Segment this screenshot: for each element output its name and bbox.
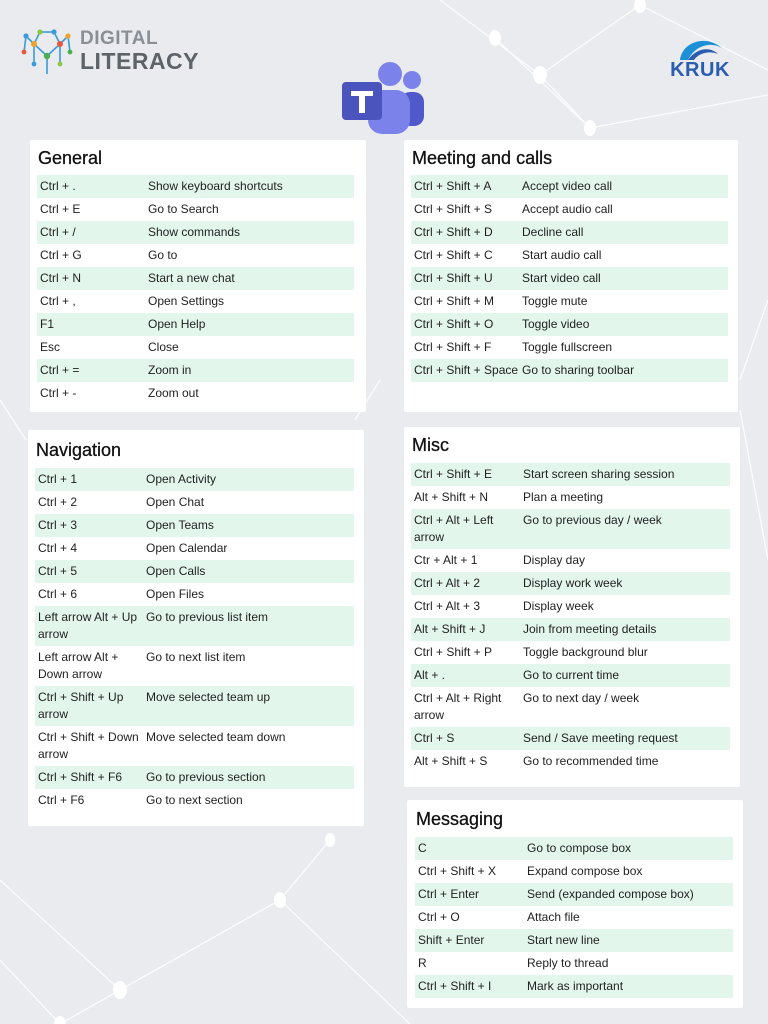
- shortcut-row: [37, 290, 354, 313]
- shortcut-keys: Ctrl + 3: [38, 518, 78, 532]
- shortcut-keys: Alt + Shift + S: [414, 754, 488, 768]
- shortcut-row: [37, 359, 354, 382]
- shortcut-keys: Ctrl + Shift + D: [414, 225, 493, 239]
- shortcut-description: Toggle fullscreen: [522, 340, 613, 354]
- shortcut-row: [411, 509, 730, 549]
- shortcut-row: [411, 595, 730, 618]
- tree-network-icon: [20, 26, 74, 76]
- shortcut-row: [37, 336, 354, 359]
- shortcut-keys: Ctrl + G: [40, 248, 82, 262]
- shortcut-keys: Ctrl + Shift + Down arrow: [38, 730, 139, 761]
- shortcut-description: Go to compose box: [527, 841, 632, 855]
- shortcut-description: Send / Save meeting request: [523, 731, 678, 745]
- shortcut-keys: Ctrl + Enter: [418, 887, 480, 901]
- shortcut-keys: Ctrl + S: [414, 731, 455, 745]
- shortcut-row: [35, 583, 354, 606]
- shortcut-row: [411, 664, 730, 687]
- shortcut-row: [411, 244, 728, 267]
- shortcut-description: Plan a meeting: [523, 490, 604, 504]
- shortcut-description: Go to previous section: [146, 770, 266, 784]
- shortcut-row: [35, 789, 354, 812]
- shortcut-description: Go to previous list item: [146, 610, 269, 624]
- shortcut-keys: Ctrl + ,: [40, 294, 76, 308]
- shortcut-keys: Ctrl + Alt + 2: [414, 576, 481, 590]
- shortcut-keys: Ctrl + Shift + Space: [414, 363, 519, 377]
- shortcut-keys: Ctrl + /: [40, 225, 76, 239]
- shortcut-row: [411, 313, 728, 336]
- shortcut-row: [35, 468, 354, 491]
- shortcut-description: Go to current time: [523, 668, 620, 682]
- shortcut-description: Open Files: [146, 587, 205, 601]
- shortcut-row: [35, 514, 354, 537]
- shortcut-keys: Ctrl + Shift + U: [414, 271, 493, 285]
- shortcut-description: Go to sharing toolbar: [522, 363, 635, 377]
- shortcut-row: [411, 750, 730, 773]
- shortcut-keys: Ctrl + Shift + F6: [38, 770, 123, 784]
- shortcut-description: Zoom out: [148, 386, 199, 400]
- shortcut-description: Open Activity: [146, 472, 217, 486]
- shortcut-description: Start new line: [527, 933, 600, 947]
- shortcut-row: [37, 313, 354, 336]
- shortcut-row: [411, 641, 730, 664]
- shortcut-description: Accept audio call: [522, 202, 613, 216]
- shortcut-description: Reply to thread: [527, 956, 609, 970]
- shortcut-row: [415, 975, 733, 998]
- section-title-general: General: [38, 148, 103, 168]
- shortcut-keys: Alt + Shift + J: [414, 622, 486, 636]
- shortcut-keys: Alt + Shift + N: [414, 490, 489, 504]
- shortcut-row: [411, 727, 730, 750]
- shortcut-row: [415, 860, 733, 883]
- shortcut-row: [35, 726, 354, 766]
- shortcut-description: Go to next day / week: [523, 691, 640, 705]
- shortcut-description: Send (expanded compose box): [527, 887, 694, 901]
- shortcut-list-misc: [411, 463, 730, 773]
- shortcut-description: Accept video call: [522, 179, 613, 193]
- shortcut-description: Open Chat: [146, 495, 205, 509]
- shortcut-keys: Ctrl + Shift + X: [418, 864, 497, 878]
- shortcut-row: [415, 883, 733, 906]
- shortcut-keys: Ctr + Alt + 1: [414, 553, 478, 567]
- shortcut-keys: Ctrl + N: [40, 271, 82, 285]
- shortcut-row: [411, 618, 730, 641]
- shortcut-row: [411, 359, 728, 382]
- shortcut-row: [37, 244, 354, 267]
- digital-literacy-logo: [20, 26, 199, 76]
- shortcut-row: [411, 198, 728, 221]
- shortcut-row: [35, 491, 354, 514]
- shortcut-row: [411, 486, 730, 509]
- shortcut-description: Go to previous day / week: [523, 513, 662, 527]
- shortcut-keys: C: [418, 841, 427, 855]
- shortcut-keys: Ctrl + Shift + S: [414, 202, 493, 216]
- shortcut-keys: F1: [40, 317, 55, 331]
- logo-line-literacy: LITERACY: [80, 48, 199, 74]
- shortcut-keys: Ctrl + Alt + 3: [414, 599, 481, 613]
- shortcut-keys: R: [418, 956, 427, 970]
- shortcut-description: Go to Search: [148, 202, 219, 216]
- shortcut-keys: Ctrl + Shift + M: [414, 294, 495, 308]
- shortcut-row: [35, 537, 354, 560]
- shortcut-keys: Ctrl + 6: [38, 587, 78, 601]
- shortcut-description: Show commands: [148, 225, 241, 239]
- shortcut-description: Move selected team up: [146, 690, 271, 704]
- shortcut-description: Toggle mute: [522, 294, 588, 308]
- shortcut-description: Toggle video: [522, 317, 590, 331]
- shortcut-row: [411, 687, 730, 727]
- shortcut-keys: Ctrl + Shift + C: [414, 248, 493, 262]
- shortcut-list-messaging: [415, 837, 733, 998]
- shortcut-row: [411, 267, 728, 290]
- shortcut-row: [415, 837, 733, 860]
- shortcut-keys: Ctrl + Shift + Up arrow: [38, 690, 124, 721]
- shortcut-description: Show keyboard shortcuts: [148, 179, 283, 193]
- shortcut-keys: Ctrl + =: [40, 363, 80, 377]
- shortcut-row: [411, 572, 730, 595]
- shortcut-description: Zoom in: [148, 363, 192, 377]
- shortcut-description: Display work week: [523, 576, 623, 590]
- shortcut-keys: Ctrl + O: [418, 910, 460, 924]
- shortcut-description: Go to next section: [146, 793, 243, 807]
- shortcut-description: Start audio call: [522, 248, 602, 262]
- section-title-meeting: Meeting and calls: [412, 148, 553, 168]
- panel-navigation: [28, 430, 364, 826]
- shortcut-row: [35, 686, 354, 726]
- shortcut-keys: Ctrl + Shift + I: [418, 979, 492, 993]
- panel-general: [30, 140, 366, 412]
- shortcut-description: Go to next list item: [146, 650, 246, 664]
- shortcut-keys: Ctrl + Shift + A: [414, 179, 492, 193]
- shortcut-description: Open Calendar: [146, 541, 228, 555]
- shortcut-description: Join from meeting details: [523, 622, 657, 636]
- shortcut-row: [415, 929, 733, 952]
- shortcut-keys: Left arrow Alt + Up arrow: [38, 610, 138, 641]
- section-title-messaging: Messaging: [416, 809, 504, 829]
- shortcut-row: [415, 952, 733, 975]
- shortcut-description: Start video call: [522, 271, 601, 285]
- shortcut-keys: Left arrow Alt + Down arrow: [38, 650, 119, 681]
- shortcut-description: Go to recommended time: [523, 754, 659, 768]
- shortcut-description: Mark as important: [527, 979, 624, 993]
- shortcut-row: [415, 906, 733, 929]
- shortcut-description: Move selected team down: [146, 730, 286, 744]
- shortcut-keys: Esc: [40, 340, 61, 354]
- shortcut-row: [37, 221, 354, 244]
- shortcut-row: [411, 336, 728, 359]
- shortcut-row: [35, 560, 354, 583]
- shortcut-row: [37, 267, 354, 290]
- shortcut-keys: Ctrl + E: [40, 202, 81, 216]
- shortcut-description: Close: [148, 340, 179, 354]
- shortcut-row: [411, 175, 728, 198]
- shortcut-description: Attach file: [527, 910, 580, 924]
- shortcut-description: Start screen sharing session: [523, 467, 675, 481]
- shortcut-list-general: [37, 175, 354, 405]
- shortcut-row: [37, 382, 354, 405]
- shortcut-row: [35, 766, 354, 789]
- shortcut-description: Toggle background blur: [523, 645, 648, 659]
- panel-messaging: [407, 800, 743, 1008]
- panel-misc: [404, 427, 740, 787]
- shortcut-list-meeting: [411, 175, 728, 382]
- shortcut-description: Open Settings: [148, 294, 225, 308]
- shortcut-row: [37, 175, 354, 198]
- logo-line-digital: DIGITAL: [80, 28, 159, 49]
- shortcut-description: Display week: [523, 599, 594, 613]
- section-title-misc: Misc: [412, 435, 449, 455]
- shortcut-row: [411, 549, 730, 572]
- panel-meeting: [404, 140, 738, 412]
- shortcut-row: [35, 606, 354, 646]
- teams-logo-icon: [342, 60, 428, 138]
- shortcut-row: [411, 221, 728, 244]
- shortcut-list-navigation: [35, 468, 354, 812]
- kruk-logo: [666, 32, 734, 82]
- shortcut-keys: Ctrl + 4: [38, 541, 78, 555]
- shortcut-keys: Ctrl + Alt + Left arrow: [414, 513, 494, 544]
- shortcut-row: [411, 463, 730, 486]
- shortcut-keys: Ctrl + Shift + F: [414, 340, 492, 354]
- shortcut-keys: Ctrl + Alt + Right arrow: [414, 691, 502, 722]
- shortcut-description: Start a new chat: [148, 271, 235, 285]
- shortcut-description: Go to: [148, 248, 178, 262]
- shortcut-keys: Ctrl + 5: [38, 564, 78, 578]
- shortcut-keys: Ctrl + Shift + O: [414, 317, 494, 331]
- shortcut-keys: Ctrl + 1: [38, 472, 78, 486]
- shortcut-description: Open Teams: [146, 518, 214, 532]
- shortcut-keys: Shift + Enter: [418, 933, 485, 947]
- shortcut-keys: Ctrl + Shift + E: [414, 467, 493, 481]
- shortcut-keys: Ctrl + 2: [38, 495, 78, 509]
- shortcut-row: [411, 290, 728, 313]
- kruk-brand-text: KRUK: [670, 59, 730, 81]
- shortcut-keys: Ctrl + -: [40, 386, 77, 400]
- shortcut-description: Open Calls: [146, 564, 206, 578]
- shortcut-keys: Ctrl + .: [40, 179, 76, 193]
- shortcut-description: Expand compose box: [527, 864, 643, 878]
- shortcut-keys: Ctrl + F6: [38, 793, 85, 807]
- shortcut-row: [35, 646, 354, 686]
- shortcut-description: Display day: [523, 553, 586, 567]
- shortcut-description: Open Help: [148, 317, 206, 331]
- shortcut-row: [37, 198, 354, 221]
- shortcut-description: Decline call: [522, 225, 584, 239]
- shortcut-keys: Alt + .: [414, 668, 446, 682]
- shortcut-keys: Ctrl + Shift + P: [414, 645, 493, 659]
- section-title-navigation: Navigation: [36, 440, 122, 460]
